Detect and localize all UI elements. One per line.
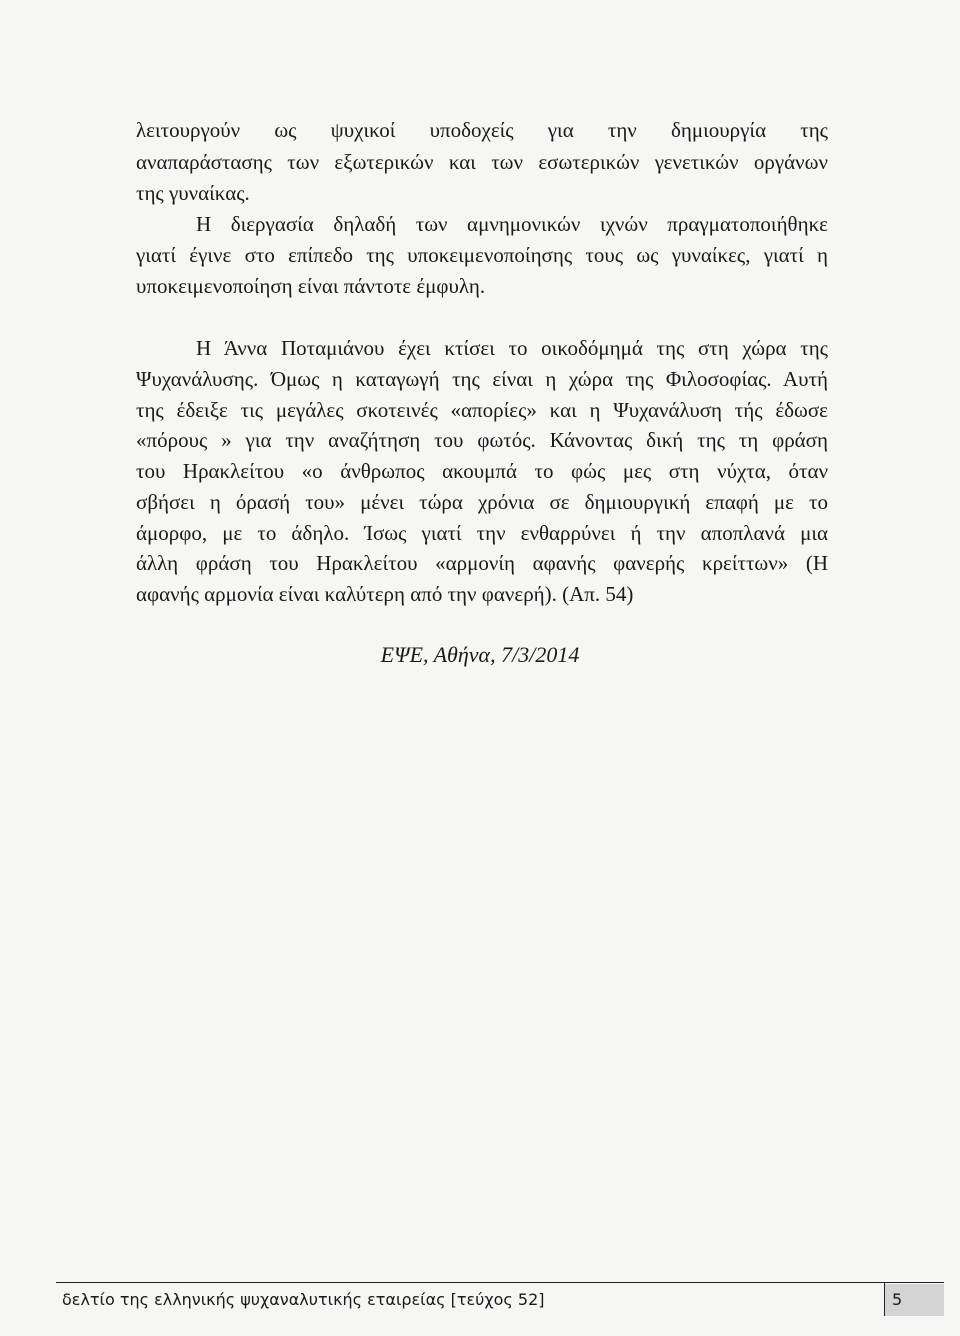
footer-rule <box>56 1282 944 1283</box>
body-line-10: «πόρους » για την αναζήτηση του φωτός. Κάνοντας δική της τη φράση <box>136 428 828 452</box>
body-line-6: υποκειμενοποίηση είναι πάντοτε έμφυλη. <box>136 274 486 298</box>
body-line-8: Ψυχανάλυσης. Όμως η καταγωγή της είναι η χώρα της Φιλοσοφίας. Αυτή <box>136 367 828 391</box>
body-line-9: της έδειξε τις μεγάλες σκοτεινές «απορίες» και η Ψυχανάλυση τής έδωσε <box>136 398 828 422</box>
body-line-2: αναπαράστασης των εξωτερικών και των εσωτερικών γενετικών οργάνων <box>136 150 828 174</box>
body-line-5: γιατί έγινε στο επίπεδο της υποκειμενοποίησης τους ως γυναίκες, γιατί η <box>136 243 828 267</box>
signature-place-date: ΕΨΕ, Αθήνα, 7/3/2014 <box>380 642 580 667</box>
body-line-3: της γυναίκας. <box>136 181 250 205</box>
body-line-1: λειτουργούν ως ψυχικοί υποδοχείς για την δημιουργία της <box>136 118 828 142</box>
body-line-12: σβήσει η όρασή του» μένει τώρα χρόνια σε δημιουργική επαφή με το <box>136 490 828 514</box>
body-line-4: Η διεργασία δηλαδή των αμνημονικών ιχνών πραγματοποιήθηκε <box>196 212 828 236</box>
body-line-13: άμορφο, με το άδηλο. Ίσως γιατί την ενθαρρύνει ή την αποπλανά μια <box>136 521 828 545</box>
page-number-divider <box>884 1282 885 1316</box>
body-line-7: Η Άννα Ποταμιάνου έχει κτίσει το οικοδόμημά της στη χώρα της <box>196 336 828 360</box>
body-line-11: του Ηρακλείτου «ο άνθρωπος ακουμπά το φώς μες στη νύχτα, όταν <box>136 459 828 483</box>
body-line-15: αφανής αρμονία είναι καλύτερη από την φανερή). (Απ. 54) <box>136 582 634 606</box>
body-line-14: άλλη φράση του Ηρακλείτου «αρμονίη αφανής φανερής κρείττων» (Η <box>136 551 828 575</box>
footer-publication-title: δελτίο της ελληνικής ψυχαναλυτικής εταιρείας [τεύχος 52] <box>62 1290 545 1309</box>
page-number: 5 <box>892 1290 903 1309</box>
